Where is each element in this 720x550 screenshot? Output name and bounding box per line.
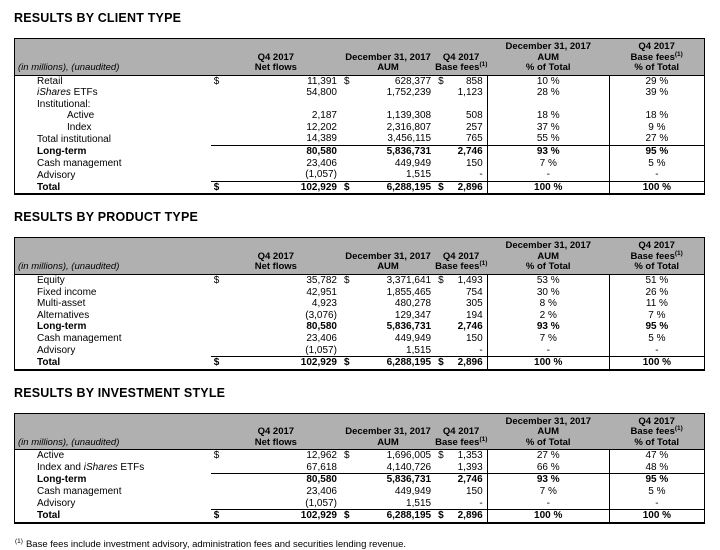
- fees-pct-value: 5 %: [648, 157, 666, 169]
- base-fees-value: 150: [447, 486, 487, 498]
- column-header-base-fees: Q4 2017 Base fees$^{(1)}$: [435, 413, 487, 450]
- base-fees-value: 754: [447, 287, 487, 299]
- fees-pct-value: 11 %: [645, 298, 668, 310]
- fees-pct-value: 95 %: [645, 321, 669, 333]
- table-body: [15, 450, 705, 523]
- dollar-sign: [435, 321, 447, 333]
- aum-pct-value: -: [487, 169, 609, 181]
- base-fees-value: 508: [447, 110, 487, 122]
- table-header-row: [15, 238, 705, 275]
- dollar-sign: [341, 133, 355, 145]
- aum-pct-value: 18 %: [487, 110, 609, 122]
- section-title-product-type: RESULTS BY PRODUCT TYPE: [14, 210, 199, 225]
- dollar-sign: $: [213, 450, 220, 462]
- column-header-aum-pct: December 31, 2017 AUM % of Total: [487, 413, 609, 450]
- dollar-sign: $: [213, 274, 220, 286]
- section-client-type: [14, 11, 705, 195]
- dollar-sign: $: [438, 75, 444, 87]
- row-label: iShares ETFs: [37, 87, 98, 99]
- net-flows-value: 23,406: [306, 332, 337, 344]
- net-flows-value: 11,391: [307, 75, 337, 87]
- dollar-sign: [211, 310, 225, 322]
- net-flows-value: 14,389: [225, 133, 341, 145]
- section-product-type: [14, 210, 705, 370]
- net-flows-value: 80,580: [306, 146, 337, 158]
- aum-pct-value: 100 %: [487, 510, 609, 523]
- aum-pct-value: 100 %: [487, 181, 609, 194]
- aum-value: 1,752,239: [386, 87, 432, 99]
- row-label: Active: [37, 450, 65, 462]
- table-row: [15, 357, 705, 370]
- base-fees-value: -: [447, 498, 487, 510]
- fees-pct-value: 7 %: [648, 309, 666, 321]
- base-fees-value: 2,896: [447, 181, 487, 194]
- dollar-sign: [211, 122, 225, 134]
- column-header-net-flows: Q4 2017 Net flows: [211, 238, 341, 275]
- aum-value: 129,347: [394, 309, 432, 321]
- fees-pct-value: 95 %: [645, 474, 669, 486]
- column-header-fees-pct: Q4 2017 Base fees$^{(1)}$ % of Total: [609, 413, 704, 450]
- aum-pct-value: 10 %: [487, 75, 609, 87]
- net-flows-value: 102,929: [300, 181, 337, 193]
- base-fees-value: 858: [447, 75, 487, 87]
- dollar-sign: [211, 345, 225, 357]
- row-label: Retail: [37, 75, 63, 87]
- dollar-sign: $: [438, 357, 444, 369]
- aum-value: 449,949: [394, 485, 432, 497]
- base-fees-value: 1,123: [447, 87, 487, 99]
- dollar-sign: $: [213, 357, 220, 369]
- base-fees-value: 2,746: [447, 321, 487, 333]
- fees-pct-value: -: [609, 169, 704, 181]
- table-row: [15, 462, 705, 474]
- net-flows-value: 12,962: [306, 450, 337, 462]
- row-label: Long-term: [37, 474, 87, 486]
- row-label: Cash management: [37, 485, 122, 497]
- row-label: Institutional:: [37, 98, 91, 110]
- base-fees-value: 194: [447, 310, 487, 322]
- row-label: Total: [37, 357, 61, 369]
- row-label: Multi-asset: [37, 298, 86, 310]
- dollar-sign: $: [343, 357, 350, 369]
- fees-pct-value: 27 %: [609, 133, 704, 145]
- column-header-in-millions: (in millions), (unaudited): [15, 238, 211, 275]
- dollar-sign: [341, 287, 355, 299]
- dollar-sign: [211, 133, 225, 145]
- dollar-sign: [341, 474, 355, 486]
- dollar-sign: [341, 321, 355, 333]
- dollar-sign: [341, 158, 355, 170]
- aum-value: 4,140,726: [355, 462, 435, 474]
- base-fees-value: -: [447, 169, 487, 181]
- dollar-sign: [211, 298, 225, 310]
- net-flows-value: (1,057): [225, 169, 341, 181]
- results-table-client-type: [14, 38, 705, 195]
- dollar-sign: $: [213, 75, 220, 87]
- fees-pct-value: 29 %: [645, 75, 669, 87]
- table-row: [15, 287, 705, 299]
- dollar-sign: $: [438, 181, 444, 193]
- row-label: Index and iShares ETFs: [37, 462, 145, 474]
- base-fees-value: 150: [447, 158, 487, 170]
- row-label: Long-term: [37, 321, 87, 333]
- net-flows-value: 2,187: [311, 110, 337, 122]
- net-flows-value: (1,057): [225, 498, 341, 510]
- dollar-sign: [435, 462, 447, 474]
- aum-value: 449,949: [394, 332, 432, 344]
- net-flows-value: 23,406: [306, 157, 337, 169]
- aum-value: 6,288,195: [386, 181, 432, 193]
- fees-pct-value: 51 %: [645, 274, 669, 286]
- aum-pct-value: 53 %: [487, 274, 609, 286]
- footnote-marker: (1): [15, 537, 23, 545]
- aum-value: 480,278: [394, 298, 432, 310]
- dollar-sign: [211, 99, 225, 111]
- table-row: [15, 133, 705, 145]
- row-label: Index: [67, 121, 92, 133]
- dollar-sign: [211, 110, 225, 122]
- net-flows-value: 80,580: [306, 474, 337, 486]
- aum-value: 1,139,308: [386, 110, 432, 122]
- fees-pct-value: 48 %: [609, 462, 704, 474]
- net-flows-value: 4,923: [311, 298, 337, 310]
- dollar-sign: [435, 87, 447, 99]
- dollar-sign: [211, 169, 225, 181]
- fees-pct-value: 26 %: [645, 286, 669, 298]
- net-flows-value: (1,057): [225, 345, 341, 357]
- column-header-in-millions: (in millions), (unaudited): [15, 39, 211, 76]
- dollar-sign: [211, 462, 225, 474]
- base-fees-value: 2,746: [447, 146, 487, 158]
- dollar-sign: [341, 87, 355, 99]
- dollar-sign: [211, 333, 225, 345]
- aum-pct-value: 100 %: [487, 357, 609, 370]
- net-flows-value: 35,782: [306, 274, 337, 286]
- fees-pct-value: 5 %: [648, 485, 666, 497]
- dollar-sign: $: [213, 510, 220, 522]
- column-header-fees-pct: Q4 2017 Base fees$^{(1)}$ % of Total: [609, 238, 704, 275]
- table-row: [15, 87, 705, 99]
- base-fees-value: 2,896: [447, 357, 487, 370]
- table-row: [15, 75, 705, 87]
- dollar-sign: [435, 110, 447, 122]
- base-fees-value: 2,896: [447, 510, 487, 523]
- dollar-sign: [435, 122, 447, 134]
- base-fees-value: 765: [447, 133, 487, 145]
- aum-pct-value: 2 %: [487, 310, 609, 322]
- dollar-sign: [211, 486, 225, 498]
- table-row: [15, 474, 705, 486]
- dollar-sign: [341, 462, 355, 474]
- net-flows-value: 102,929: [300, 357, 337, 369]
- table-row: [15, 486, 705, 498]
- row-label: Advisory: [37, 345, 76, 356]
- fees-pct-value: 100 %: [642, 510, 672, 522]
- row-label: Cash management: [37, 332, 122, 344]
- table-row: [15, 333, 705, 345]
- dollar-sign: $: [438, 450, 444, 462]
- dollar-sign: $: [438, 510, 444, 522]
- table-row: [15, 498, 705, 510]
- dollar-sign: [211, 321, 225, 333]
- dollar-sign: [435, 133, 447, 145]
- dollar-sign: [341, 486, 355, 498]
- aum-value: 6,288,195: [386, 357, 432, 369]
- aum-value: 3,371,641: [386, 274, 432, 286]
- aum-pct-value: 28 %: [487, 87, 609, 99]
- footnote: [15, 539, 705, 550]
- net-flows-value: 67,618: [225, 462, 341, 474]
- aum-value: 2,316,807: [386, 121, 432, 133]
- table-row: [15, 181, 705, 194]
- dollar-sign: [341, 345, 355, 357]
- table-row: [15, 274, 705, 286]
- table-body: [15, 75, 705, 194]
- dollar-sign: $: [343, 181, 350, 193]
- base-fees-value: 1,493: [447, 274, 487, 286]
- fees-pct-value: -: [609, 345, 704, 357]
- dollar-sign: [435, 287, 447, 299]
- table-row: [15, 510, 705, 523]
- dollar-sign: [211, 498, 225, 510]
- aum-pct-value: 7 %: [487, 486, 609, 498]
- column-header-fees-pct: Q4 2017 Base fees$^{(1)}$ % of Total: [609, 39, 704, 76]
- row-label: Alternatives: [37, 309, 90, 321]
- row-label: Equity: [37, 274, 65, 286]
- net-flows-value: 23,406: [306, 485, 337, 497]
- aum-pct-value: 66 %: [487, 462, 609, 474]
- dollar-sign: [211, 146, 225, 158]
- section-title-client-type: RESULTS BY CLIENT TYPE: [14, 11, 182, 25]
- base-fees-value: 2,746: [447, 474, 487, 486]
- aum-pct-value: 7 %: [487, 333, 609, 345]
- base-fees-value: -: [447, 345, 487, 357]
- dollar-sign: [435, 298, 447, 310]
- aum-value: 1,855,465: [386, 286, 432, 298]
- column-header-net-flows: Q4 2017 Net flows: [211, 39, 341, 76]
- dollar-sign: [341, 310, 355, 322]
- row-label: Total: [37, 181, 61, 193]
- dollar-sign: [341, 169, 355, 181]
- base-fees-value: 305: [447, 298, 487, 310]
- table-row: [15, 345, 705, 357]
- dollar-sign: [341, 146, 355, 158]
- fees-pct-value: 95 %: [645, 146, 669, 158]
- aum-value: 5,836,731: [386, 321, 432, 333]
- dollar-sign: $: [438, 274, 444, 286]
- table-row: [15, 321, 705, 333]
- fees-pct-value: 100 %: [642, 357, 672, 369]
- table-header: [15, 39, 705, 76]
- column-header-base-fees: Q4 2017 Base fees$^{(1)}$: [435, 39, 487, 76]
- net-flows-value: 42,951: [306, 286, 337, 298]
- net-flows-value: (3,076): [305, 309, 337, 321]
- table-row: [15, 158, 705, 170]
- column-header-aum: December 31, 2017 AUM: [341, 238, 435, 275]
- dollar-sign: [341, 298, 355, 310]
- row-label: Cash management: [37, 157, 122, 169]
- aum-pct-value: 93 %: [487, 321, 609, 333]
- fees-pct-value: 5 %: [648, 332, 666, 344]
- aum-value: 1,515: [355, 498, 435, 510]
- aum-value: 1,515: [355, 169, 435, 181]
- dollar-sign: [435, 146, 447, 158]
- column-header-aum-pct: December 31, 2017 AUM % of Total: [487, 238, 609, 275]
- dollar-sign: [435, 99, 447, 111]
- table-header: [15, 413, 705, 450]
- table-header-row: [15, 39, 705, 76]
- section-title-investment-style: RESULTS BY INVESTMENT STYLE: [14, 385, 226, 400]
- table-row: [15, 110, 705, 122]
- fees-pct-value: 18 %: [645, 110, 669, 122]
- dollar-sign: [435, 345, 447, 357]
- row-label: Long-term: [37, 146, 87, 158]
- table-row: [15, 310, 705, 322]
- aum-pct-value: [487, 99, 609, 111]
- dollar-sign: [435, 333, 447, 345]
- column-header-net-flows: Q4 2017 Net flows: [211, 413, 341, 450]
- dollar-sign: [211, 287, 225, 299]
- dollar-sign: $: [343, 75, 350, 87]
- dollar-sign: [435, 498, 447, 510]
- net-flows-value: 102,929: [300, 510, 337, 522]
- aum-pct-value: 8 %: [487, 298, 609, 310]
- aum-value: 449,949: [394, 157, 432, 169]
- table-header-row: [15, 413, 705, 450]
- column-header-aum: December 31, 2017 AUM: [341, 413, 435, 450]
- column-header-aum-pct: December 31, 2017 AUM % of Total: [487, 39, 609, 76]
- table-body: [15, 274, 705, 369]
- aum-pct-value: 27 %: [487, 450, 609, 462]
- dollar-sign: $: [343, 510, 350, 522]
- aum-pct-value: 93 %: [487, 146, 609, 158]
- column-header-base-fees: Q4 2017 Base fees$^{(1)}$: [435, 238, 487, 275]
- section-investment-style: [14, 386, 705, 524]
- aum-pct-value: -: [487, 345, 609, 357]
- dollar-sign: $: [343, 450, 350, 462]
- dollar-sign: [435, 169, 447, 181]
- aum-value: [355, 99, 435, 111]
- table-row: [15, 146, 705, 158]
- base-fees-value: 150: [447, 333, 487, 345]
- results-table-investment-style: [14, 413, 705, 524]
- table-row: [15, 122, 705, 134]
- base-fees-value: 1,353: [447, 450, 487, 462]
- base-fees-value: [447, 99, 487, 111]
- dollar-sign: [341, 333, 355, 345]
- row-label: Advisory: [37, 169, 76, 181]
- fees-pct-value: 39 %: [645, 87, 669, 99]
- fees-pct-value: 47 %: [645, 450, 669, 462]
- dollar-sign: [341, 498, 355, 510]
- table-row: [15, 99, 705, 111]
- table-row: [15, 450, 705, 462]
- dollar-sign: [211, 87, 225, 99]
- aum-pct-value: 37 %: [487, 122, 609, 134]
- base-fees-value: 1,393: [447, 462, 487, 474]
- dollar-sign: [341, 110, 355, 122]
- fees-pct-value: 9 %: [648, 121, 666, 133]
- dollar-sign: $: [213, 181, 220, 193]
- results-table-product-type: [14, 237, 705, 370]
- aum-pct-value: 7 %: [487, 158, 609, 170]
- dollar-sign: [211, 474, 225, 486]
- row-label: Advisory: [37, 498, 76, 510]
- aum-pct-value: 30 %: [487, 287, 609, 299]
- net-flows-value: [225, 99, 341, 111]
- aum-value: 1,515: [355, 345, 435, 357]
- aum-value: 3,456,115: [355, 133, 435, 145]
- dollar-sign: [435, 310, 447, 322]
- dollar-sign: [435, 486, 447, 498]
- dollar-sign: [341, 99, 355, 111]
- aum-pct-value: -: [487, 498, 609, 510]
- row-label: Total institutional: [37, 133, 111, 145]
- fees-pct-value: 100 %: [642, 181, 672, 193]
- table-row: [15, 298, 705, 310]
- dollar-sign: [341, 122, 355, 134]
- fees-pct-value: [609, 99, 704, 111]
- aum-value: 628,377: [394, 75, 432, 87]
- aum-pct-value: 93 %: [487, 474, 609, 486]
- dollar-sign: $: [343, 274, 350, 286]
- table-header: [15, 238, 705, 275]
- table-row: [15, 169, 705, 181]
- column-header-in-millions: (in millions), (unaudited): [15, 413, 211, 450]
- aum-value: 5,836,731: [386, 146, 432, 158]
- dollar-sign: [435, 158, 447, 170]
- net-flows-value: 12,202: [306, 121, 337, 133]
- aum-value: 5,836,731: [386, 474, 432, 486]
- row-label: Active: [67, 110, 95, 122]
- net-flows-value: 54,800: [306, 87, 337, 99]
- dollar-sign: [435, 474, 447, 486]
- row-label: Total: [37, 510, 61, 522]
- dollar-sign: [211, 158, 225, 170]
- fees-pct-value: -: [609, 498, 704, 510]
- base-fees-value: 257: [447, 122, 487, 134]
- aum-pct-value: 55 %: [487, 133, 609, 145]
- net-flows-value: 80,580: [306, 321, 337, 333]
- row-label: Fixed income: [37, 286, 97, 298]
- footnote-text: Base fees include investment advisory, administration fees and securities lending revenue.: [25, 538, 406, 550]
- column-header-aum: December 31, 2017 AUM: [341, 39, 435, 76]
- aum-value: 6,288,195: [386, 510, 432, 522]
- aum-value: 1,696,005: [386, 450, 432, 462]
